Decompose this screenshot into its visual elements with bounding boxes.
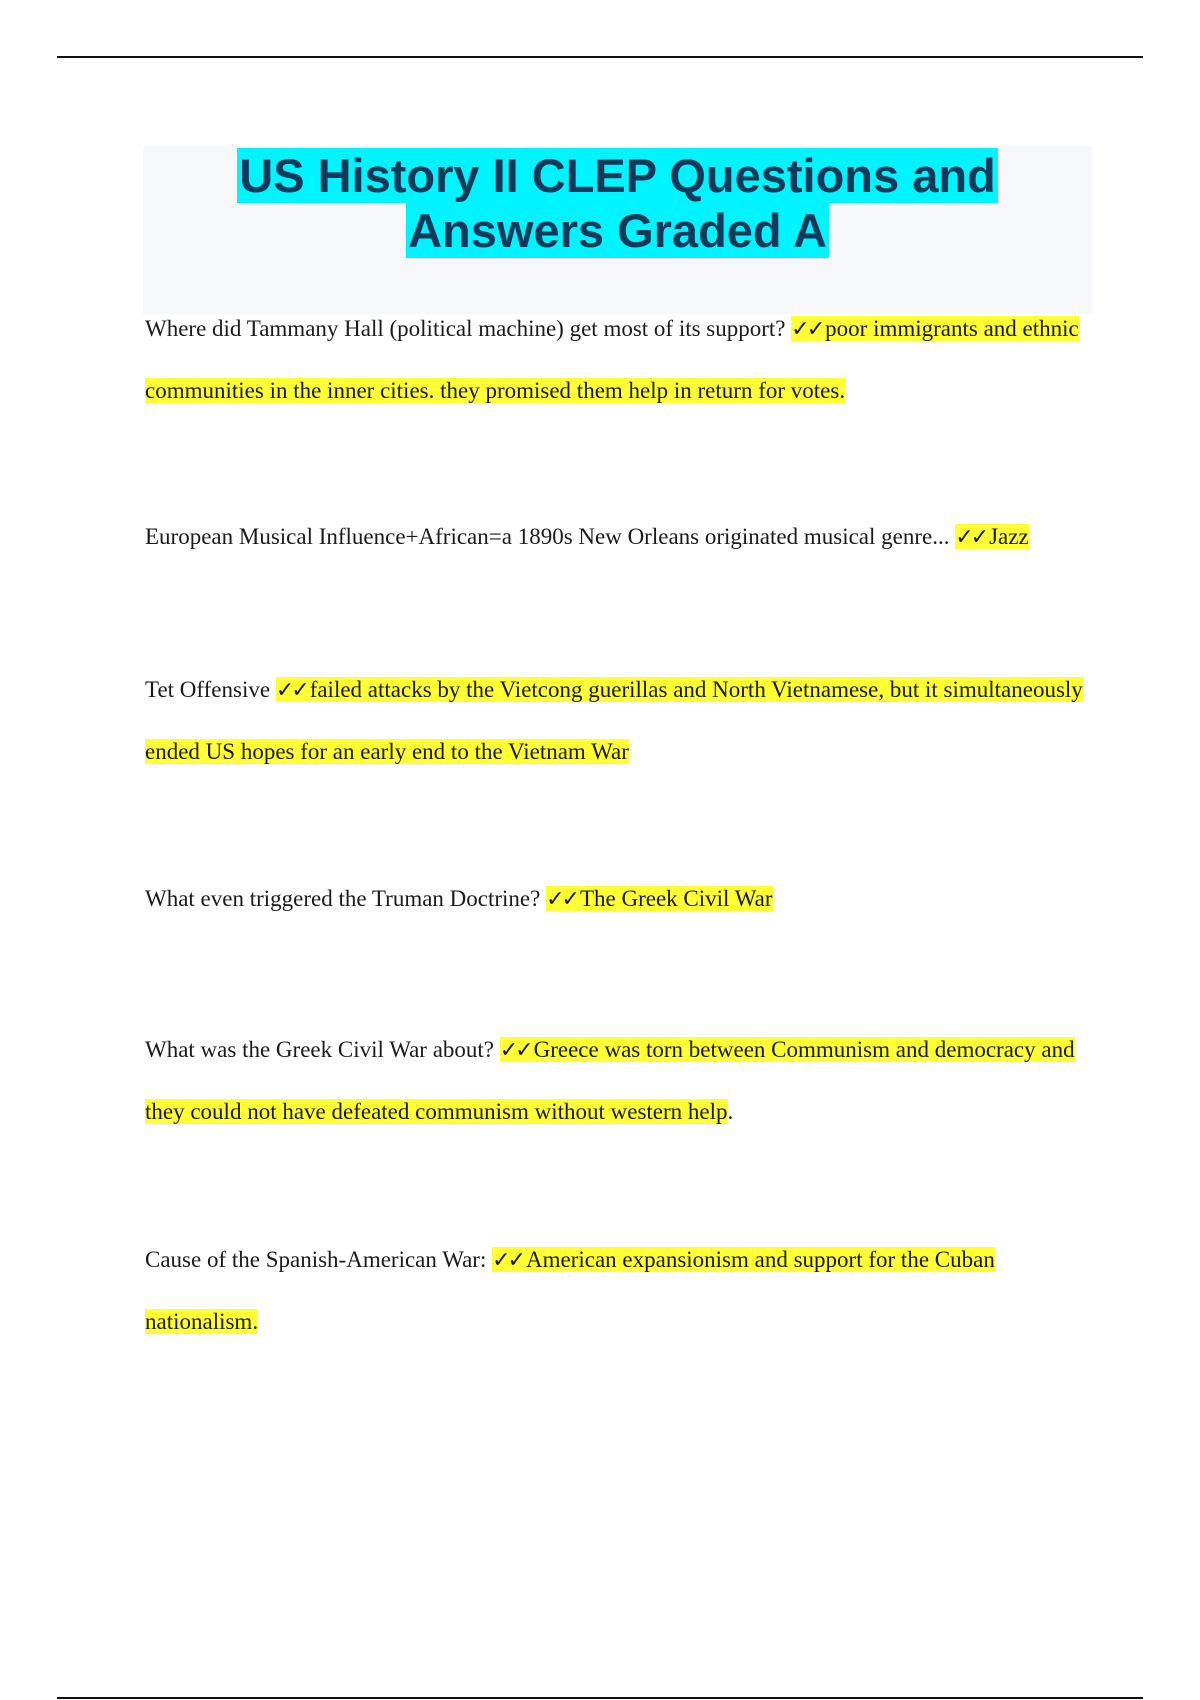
answer-text: Greece was torn between Communism and democracy and they could not have defeated communism without western help [145,1037,1075,1124]
qa-item-1 [145,298,1090,421]
bottom-rule [57,1697,1143,1699]
question-text: What was the Greek Civil War about? [145,1037,500,1062]
double-check-icon: ✓✓ [275,678,307,703]
question-text: Where did Tammany Hall (political machine) get most of its support? [145,316,792,341]
qa-item-4 [145,868,1090,930]
top-rule [57,56,1143,58]
qa-item-6 [145,1229,1090,1352]
answer-text: The Greek Civil War [579,886,773,911]
title-line-1: US History II CLEP Questions and [239,149,996,202]
double-check-icon: ✓✓ [791,317,823,342]
double-check-icon: ✓✓ [955,525,987,550]
qa-item-5 [145,1019,1090,1142]
double-check-icon: ✓✓ [499,1038,531,1063]
answer-text: Jazz [989,524,1029,549]
question-text: European Musical Influence+African=a 1890s New Orleans originated musical genre... [145,524,956,549]
qa-item-3 [145,659,1090,782]
question-text: Tet Offensive [145,677,276,702]
qa-item-2 [145,506,1090,568]
answer-text: failed attacks by the Vietcong guerillas and North Vietnamese, but it simultaneously ended US hopes for an early end to the Vietnam War [145,677,1083,764]
double-check-icon: ✓✓ [546,887,577,912]
answer-text: American expansionism and support for the Cuban nationalism. [145,1247,995,1334]
question-text: Cause of the Spanish-American War: [145,1247,493,1272]
document-title [143,146,1092,258]
answer-highlight [546,886,772,911]
answer-highlight [955,524,1028,549]
question-text: What even triggered the Truman Doctrine? [145,886,547,911]
double-check-icon: ✓✓ [492,1248,523,1273]
answer-text: poor immigrants and ethnic communities in the inner cities. they promised them help in return for votes. [145,316,1079,403]
answer-highlight [145,677,1083,764]
title-line-2: Answers Graded A [408,204,827,257]
answer-trailing: . [727,1099,734,1124]
title-block [143,146,1092,314]
